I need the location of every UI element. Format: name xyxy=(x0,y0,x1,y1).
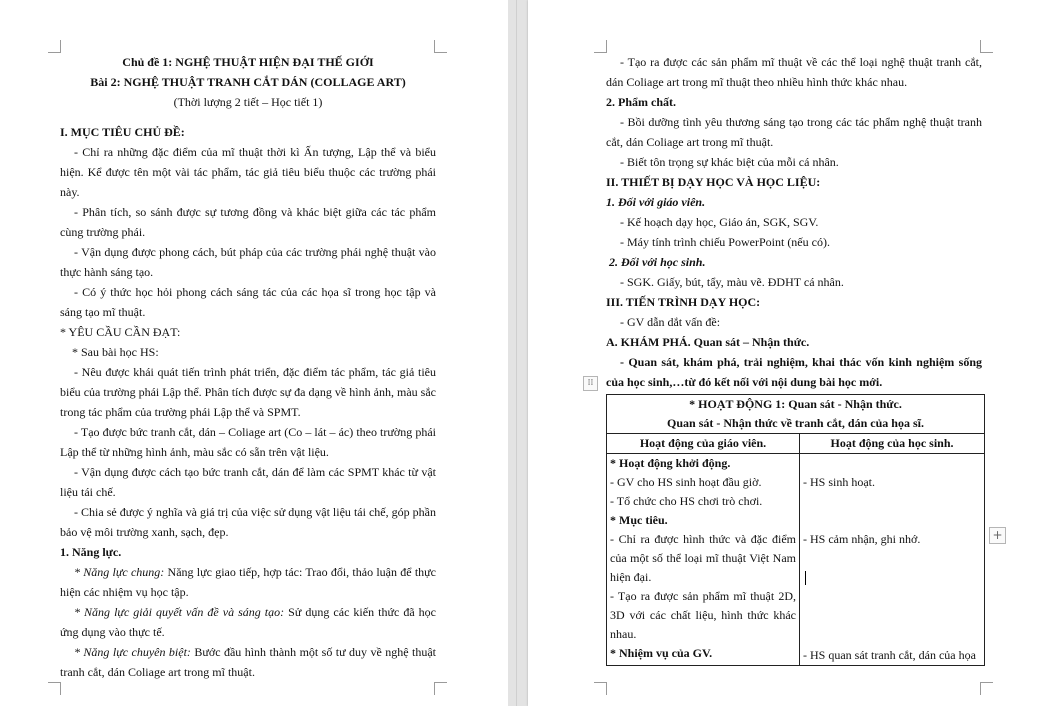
label: * Năng lực chung: xyxy=(74,565,165,579)
duration-note: (Thời lượng 2 tiết – Học tiết 1) xyxy=(173,95,323,109)
section-heading: I. MỤC TIÊU CHỦ ĐỀ: xyxy=(60,125,185,139)
section-heading: 1. Năng lực. xyxy=(60,545,122,559)
cell-line: * Nhiệm vụ của GV. xyxy=(610,646,713,660)
cell-spacer xyxy=(803,549,981,568)
table-title-line: * HOẠT ĐỘNG 1: Quan sát - Nhận thức. xyxy=(689,397,902,411)
cell-line: - HS quan sát tranh cắt, dán của họa xyxy=(803,648,976,662)
crop-mark-icon xyxy=(980,682,993,695)
subheading: * YÊU CẦU CẦN ĐẠT: xyxy=(60,325,181,339)
section-heading: A. KHÁM PHÁ. Quan sát – Nhận thức. xyxy=(606,335,810,349)
crop-mark-icon xyxy=(594,682,607,695)
paragraph: - Kế hoạch dạy học, Giáo án, SGK, SGV. xyxy=(620,215,819,229)
text: Bước đầu hình thành một số tư duy về nghệ thuật tranh cắt, dán Coliage art trong mĩ thuật. xyxy=(60,645,436,679)
move-handle-icon[interactable]: ⁞⁞ xyxy=(583,376,598,391)
teacher-activity-cell[interactable] xyxy=(607,454,800,666)
cell-line: - HS cảm nhận, ghi nhớ. xyxy=(803,532,921,546)
paragraph: - Bồi dưỡng tình yêu thương sáng tạo trong các tác phẩm nghệ thuật tranh cắt, dán Coliage art trong mĩ thuật. xyxy=(606,115,982,149)
cell-spacer xyxy=(803,587,981,646)
paragraph: - Nêu được khái quát tiến trình phát triển, đặc điểm tác phẩm, tác giả tiêu biểu của trường phái Lập thể. Phân tích được sự đa dạng về hình ảnh, màu sắc trong tác phẩm của trường phái Lập thể và SPMT. xyxy=(60,365,436,419)
section-heading: 2. Phẩm chất. xyxy=(606,95,676,109)
paragraph: - Phân tích, so sánh được sự tương đồng và khác biệt giữa các tác phẩm cùng trường phái. xyxy=(60,205,436,239)
paragraph: - Biết tôn trọng sự khác biệt của mỗi cá nhân. xyxy=(620,155,839,169)
cell-line: - Tổ chức cho HS chơi trò chơi. xyxy=(610,494,763,508)
subheading: 1. Đối với giáo viên. xyxy=(606,195,706,209)
paragraph: - Tạo được bức tranh cắt, dán – Coliage art (Co – lát – ác) theo trường phái Lập thể từ những hình ảnh, màu sắc có sẵn trên vật liệu. xyxy=(60,425,436,459)
paragraph: - Máy tính trình chiếu PowerPoint (nếu có). xyxy=(620,235,830,249)
right-page-body[interactable] xyxy=(606,52,982,666)
text: Năng lực giao tiếp, hợp tác: Trao đổi, thảo luận để thực hiện các nhiệm vụ học tập. xyxy=(60,565,436,599)
activity-table[interactable] xyxy=(606,394,985,666)
table-subtitle-line: Quan sát - Nhận thức về tranh cắt, dán của họa sĩ. xyxy=(667,416,924,430)
cell-spacer xyxy=(803,454,981,473)
section-heading: III. TIẾN TRÌNH DẠY HỌC: xyxy=(606,295,761,309)
cell-line: - Tạo ra được sản phẩm mĩ thuật 2D, 3D với các chất liệu, hình thức khác nhau. xyxy=(610,589,796,641)
column-header-teacher: Hoạt động của giáo viên. xyxy=(607,434,800,454)
crop-mark-icon xyxy=(434,682,447,695)
paragraph: - Quan sát, khám phá, trải nghiệm, khai thác vốn kinh nghiệm sống của học sinh,…từ đó kết nối với nội dung bài học mới. xyxy=(606,355,982,389)
page-gap xyxy=(508,0,528,706)
cell-line: * Hoạt động khởi động. xyxy=(610,456,731,470)
paragraph xyxy=(60,562,436,602)
paragraph: - GV dẫn dắt vấn đề: xyxy=(620,315,721,329)
spacer xyxy=(60,112,436,122)
label: * Năng lực giải quyết vấn đề và sáng tạo: xyxy=(74,605,285,619)
lesson-title: Bài 2: NGHỆ THUẬT TRANH CẮT DÁN (COLLAGE ART) xyxy=(90,75,406,89)
label: * Năng lực chuyên biệt: xyxy=(74,645,191,659)
left-page-body[interactable] xyxy=(60,52,436,682)
paragraph: - Có ý thức học hỏi phong cách sáng tác của các họa sĩ trong học tập và sáng tạo mĩ thuật. xyxy=(60,285,436,319)
paragraph: - Chia sẻ được ý nghĩa và giá trị của việc sử dụng vật liệu tái chế, góp phần bảo vệ môi trường xanh, sạch, đẹp. xyxy=(60,505,436,539)
text: Sử dụng các kiến thức đã học ứng dụng vào thực tế. xyxy=(60,605,436,639)
paragraph xyxy=(60,642,436,682)
add-icon[interactable]: + xyxy=(989,527,1006,544)
paragraph: * Sau bài học HS: xyxy=(72,345,159,359)
cell-line: - GV cho HS sinh hoạt đầu giờ. xyxy=(610,475,762,489)
paragraph: - Tạo ra được các sản phẩm mĩ thuật về các thể loại nghệ thuật tranh cắt, dán Coliage art trong mĩ thuật theo nhiều hình thức khác nhau. xyxy=(606,55,982,89)
paragraph: - Vận dụng được phong cách, bút pháp của các trường phái nghệ thuật vào thực hành sáng tạo. xyxy=(60,245,436,279)
paragraph: - SGK. Giấy, bút, tẩy, màu vẽ. ĐDHT cá nhân. xyxy=(620,275,844,289)
cell-spacer xyxy=(803,492,981,530)
column-header-student: Hoạt động của học sinh. xyxy=(800,434,985,454)
text-cursor xyxy=(805,571,806,585)
subheading: 2. Đối với học sinh. xyxy=(609,255,706,269)
paragraph: - Vận dụng được cách tạo bức tranh cắt, dán để làm các SPMT khác từ vật liệu tái chế. xyxy=(60,465,436,499)
text-cursor-line xyxy=(803,568,981,587)
section-heading: II. THIẾT BỊ DẠY HỌC VÀ HỌC LIỆU: xyxy=(606,175,821,189)
paragraph: - Chỉ ra những đặc điểm của mĩ thuật thời kì Ấn tượng, Lập thể và biểu hiện. Kể được tên một vài tác phẩm, tác giả tiêu biểu thuộc các trường phái này. xyxy=(60,145,436,199)
cell-line: - HS sinh hoạt. xyxy=(803,475,875,489)
table-title xyxy=(607,395,985,434)
crop-mark-icon xyxy=(48,682,61,695)
cell-line: - Chỉ ra được hình thức và đặc điểm của một số thể loại mĩ thuật Việt Nam hiện đại. xyxy=(610,532,796,584)
topic-title: Chủ đề 1: NGHỆ THUẬT HIỆN ĐẠI THẾ GIỚI xyxy=(122,55,374,69)
student-activity-cell[interactable] xyxy=(800,454,985,666)
cell-line: * Mục tiêu. xyxy=(610,513,668,527)
page-divider xyxy=(516,0,517,706)
paragraph xyxy=(60,602,436,642)
